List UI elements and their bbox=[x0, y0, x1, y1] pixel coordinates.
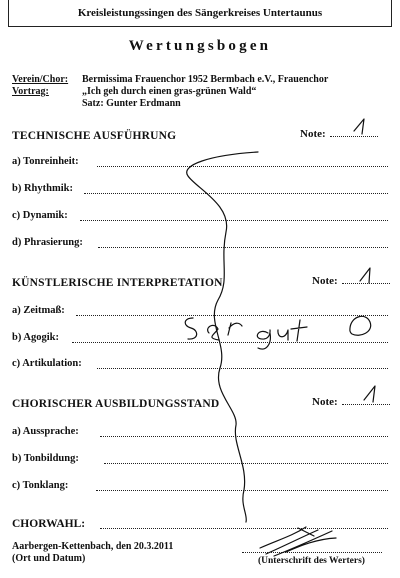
criterion-label: b) Rhythmik: bbox=[12, 183, 73, 194]
signature-caption: (Unterschrift des Werters) bbox=[258, 556, 365, 566]
criterion-row bbox=[12, 332, 390, 346]
criterion-label: b) Tonbildung: bbox=[12, 453, 79, 464]
choir-value: Bermissima Frauenchor 1952 Bermbach e.V., Frauenchor bbox=[82, 74, 329, 85]
criterion-label: a) Aussprache: bbox=[12, 426, 79, 437]
place-date-caption: (Ort und Datum) bbox=[12, 553, 86, 564]
criterion-field[interactable] bbox=[84, 193, 388, 194]
choir-info bbox=[12, 74, 329, 86]
place-date bbox=[12, 541, 173, 565]
criterion-field[interactable] bbox=[80, 220, 388, 221]
criterion-field[interactable] bbox=[100, 436, 388, 437]
note-label: Note: bbox=[312, 396, 338, 408]
note-artistic[interactable] bbox=[312, 274, 390, 287]
page-title: Wertungsbogen bbox=[128, 38, 272, 54]
criterion-label: b) Agogik: bbox=[12, 332, 59, 343]
criterion-row bbox=[12, 453, 390, 467]
criterion-row bbox=[12, 237, 390, 251]
criterion-row bbox=[12, 210, 390, 224]
section-title-training: CHORISCHER AUSBILDUNGSSTAND bbox=[12, 398, 220, 410]
choir-choice-field[interactable] bbox=[100, 528, 388, 529]
note-field[interactable] bbox=[342, 274, 390, 284]
section-title-artistic: KÜNSTLERISCHE INTERPRETATION bbox=[12, 277, 223, 289]
criterion-field[interactable] bbox=[76, 315, 388, 316]
criterion-field[interactable] bbox=[97, 166, 388, 167]
criterion-row bbox=[12, 183, 390, 197]
note-label: Note: bbox=[312, 275, 338, 287]
choir-choice-label: CHORWAHL: bbox=[12, 518, 86, 530]
criterion-label: c) Dynamik: bbox=[12, 210, 68, 221]
criterion-row bbox=[12, 156, 390, 170]
note-field[interactable] bbox=[330, 127, 378, 137]
criterion-label: c) Artikulation: bbox=[12, 358, 82, 369]
place-date-value: Aarbergen-Kettenbach, den 20.3.2011 bbox=[12, 541, 174, 552]
criterion-label: a) Zeitmaß: bbox=[12, 305, 65, 316]
criterion-label: a) Tonreinheit: bbox=[12, 156, 79, 167]
criterion-row bbox=[12, 426, 390, 440]
criterion-row bbox=[12, 358, 390, 372]
choir-label: Verein/Chor: bbox=[12, 74, 69, 85]
criterion-field[interactable] bbox=[72, 342, 388, 343]
section-title-technical: TECHNISCHE AUSFÜHRUNG bbox=[12, 130, 177, 142]
criterion-field[interactable] bbox=[104, 463, 388, 464]
note-field[interactable] bbox=[342, 395, 390, 405]
event-header: Kreisleistungssingen des Sängerkreises Untertaunus bbox=[8, 0, 392, 27]
piece-label: Vortrag: bbox=[12, 86, 49, 97]
signature-field[interactable] bbox=[242, 552, 382, 553]
criterion-label: c) Tonklang: bbox=[12, 480, 69, 491]
note-label: Note: bbox=[300, 128, 326, 140]
criterion-field[interactable] bbox=[97, 368, 388, 369]
note-training[interactable] bbox=[312, 395, 390, 408]
choir-choice-row bbox=[12, 518, 390, 532]
criterion-label: d) Phrasierung: bbox=[12, 237, 83, 248]
arrangement-value: Satz: Gunter Erdmann bbox=[82, 98, 181, 109]
criterion-row bbox=[12, 305, 390, 319]
criterion-row bbox=[12, 480, 390, 494]
piece-value: „Ich geh durch einen gras-grünen Wald“ bbox=[82, 86, 257, 97]
note-technical[interactable] bbox=[300, 127, 378, 140]
criterion-field[interactable] bbox=[96, 490, 388, 491]
piece-info bbox=[12, 86, 257, 98]
criterion-field[interactable] bbox=[98, 247, 388, 248]
